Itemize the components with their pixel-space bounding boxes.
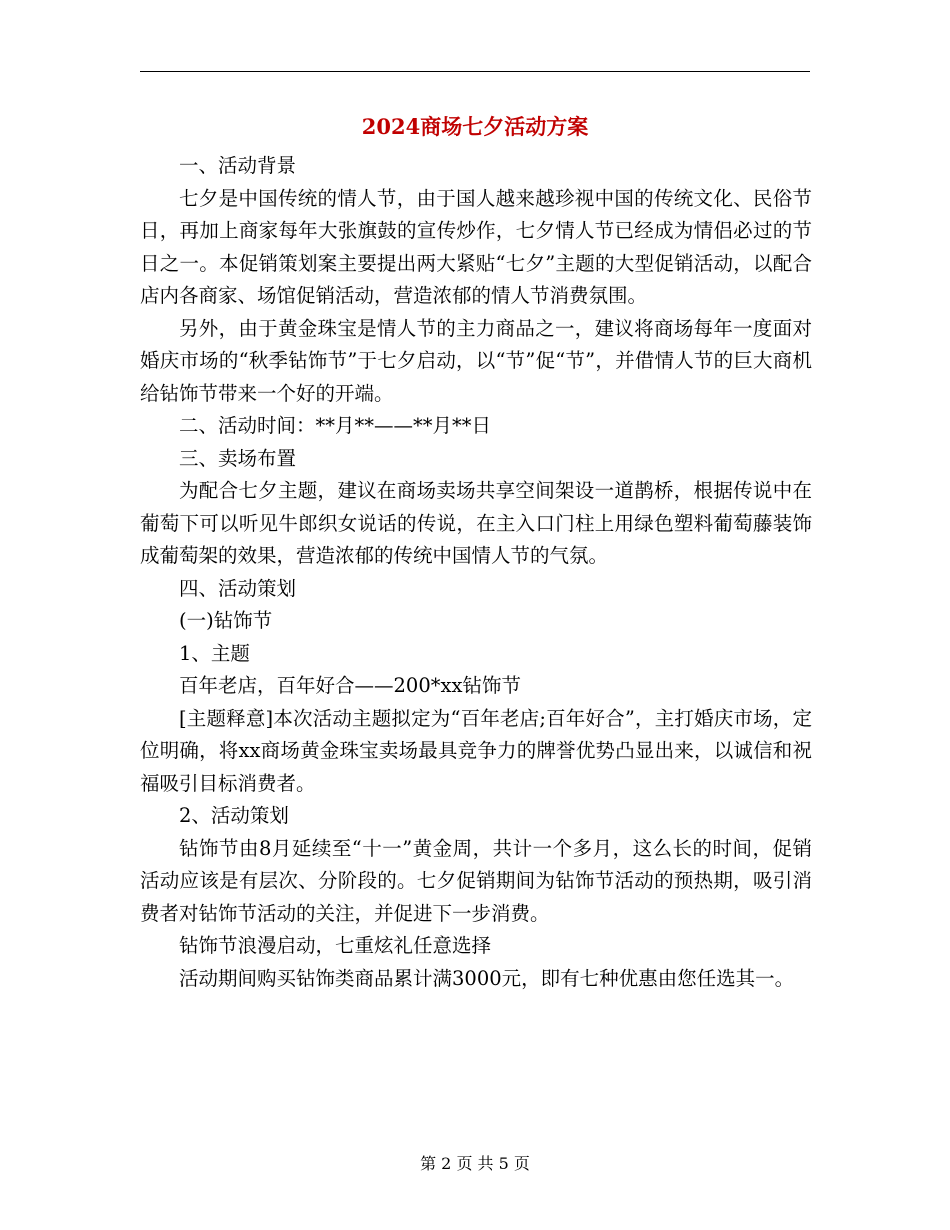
section-heading-time: 二、活动时间：**月**——**月**日 <box>179 414 492 437</box>
page-footer: 第 2 页 共 5 页 <box>420 1154 530 1173</box>
header-rule <box>140 71 810 72</box>
paragraph-theme-explanation: [主题释意]本次活动主题拟定为“百年老店;百年好合”，主打婚庆市场，定位明确，将xx商场黄金珠宝卖场最具竞争力的牌誉优势凸显出来，以诚信和祝福吸引目标消费者。 <box>140 706 812 795</box>
paragraph-launch: 钻饰节浪漫启动，七重炫礼任意选择 <box>179 934 492 957</box>
subheading-theme: 1、主题 <box>179 641 250 665</box>
document-body <box>140 150 812 995</box>
paragraph-activity-planning: 钻饰节由8月延续至“十一”黄金周，共计一个多月，这么长的时间，促销活动应该是有层次、分阶段的。七夕促销期间为钻饰节活动的预热期，吸引消费者对钻饰节活动的关注，并促进下一步消费。 <box>140 836 812 925</box>
paragraph-background: 七夕是中国传统的情人节，由于国人越来越珍视中国的传统文化、民俗节日，再加上商家每年大张旗鼓的宣传炒作，七夕情人节已经成为情侣必过的节日之一。本促销策划案主要提出两大紧贴“七夕”主题的大型促销活动，以配合店内各商家、场馆促销活动，营造浓郁的情人节消费氛围。 <box>140 186 812 307</box>
paragraph-offer: 活动期间购买钻饰类商品累计满3000元，即有七种优惠由您任选其一。 <box>179 966 795 990</box>
paragraph-theme: 百年老店，百年好合——200*xx钻饰节 <box>179 674 521 697</box>
section-heading-layout: 三、卖场布置 <box>179 446 297 470</box>
subheading-diamond-festival: (一)钻饰节 <box>179 609 273 632</box>
paragraph-jewelry-festival: 另外，由于黄金珠宝是情人节的主力商品之一，建议将商场每年一度面对婚庆市场的“秋季钻饰节”于七夕启动，以“节”促“节”，并借情人节的巨大商机给钻饰节带来一个好的开端。 <box>140 316 812 405</box>
document-title: 2024商场七夕活动方案 <box>361 114 589 139</box>
section-heading-background: 一、活动背景 <box>179 154 297 177</box>
section-heading-planning: 四、活动策划 <box>179 576 297 600</box>
subheading-activity-planning: 2、活动策划 <box>179 804 289 827</box>
paragraph-layout: 为配合七夕主题，建议在商场卖场共享空间架设一道鹊桥，根据传说中在葡萄下可以听见牛郎织女说话的传说，在主入口门柱上用绿色塑料葡萄藤装饰成葡萄架的效果，营造浓郁的传统中国情人节的气氛。 <box>140 479 812 567</box>
